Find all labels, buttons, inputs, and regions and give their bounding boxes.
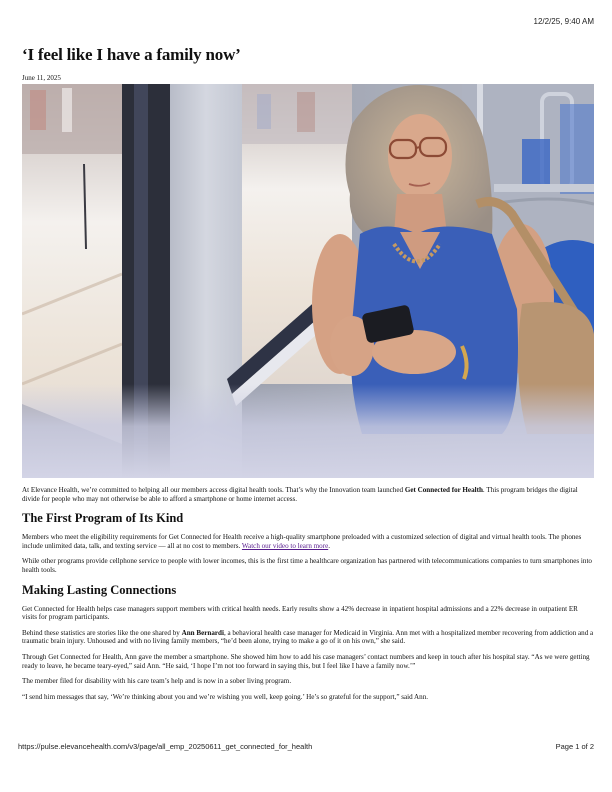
intro-paragraph bbox=[22, 486, 594, 503]
program-name: Get Connected for Health bbox=[404, 486, 483, 494]
section-2-paragraph-1: Get Connected for Health helps case managers support members with critical health needs. Early results show a 42% decrease in inpatient hospital admissions and a 22% decrease in outpatient ER visits for program participants. bbox=[22, 604, 578, 622]
section-2-paragraph-4: The member filed for disability with his care team’s help and is now in a sober living program. bbox=[22, 677, 292, 686]
section-2-p2-text-end: , a behavioral health case manager for Medicaid in Virginia. Ann met with a hospitalized member recovering from addiction and a traumatic brain injury. Unhoused and with no living family members, “he’d been alone, trying to make a go of it on his own,” she said. bbox=[22, 628, 594, 646]
page-number: Page 1 of 2 bbox=[555, 742, 594, 751]
intro-text-end: . This program bridges the digital divide for people who may not otherwise be able to afford a smartphone or home internet access. bbox=[22, 486, 578, 503]
section-2-p2-text: Behind these statistics are stories like the one shared by bbox=[22, 628, 182, 637]
page-title: ‘I feel like I have a family now’ bbox=[22, 45, 241, 64]
section-2-paragraph-3: Through Get Connected for Health, Ann gave the member a smartphone. She showed him how to add his case managers’ contact numbers and keep in touch after his hospital stay. “As we were getting ready to leave, he became teary-eyed,” said Ann. “He said, ‘I hope I’m not too forward in saying this, but I feel like I have a family now.’” bbox=[22, 652, 590, 670]
section-2-paragraph-5: “I send him messages that say, ‘We’re thinking about you and we’re wishing you well, keep going.’ He’s so grateful for the support,” said Ann. bbox=[22, 692, 429, 701]
person-name: Ann Bernardi bbox=[181, 628, 224, 637]
section-2-paragraph-2 bbox=[22, 629, 594, 646]
section-1-text: Members who meet the eligibility requirements for Get Connected for Health receive a high-quality smartphone preloaded with a customized selection of digital and virtual health tools. The phones include unlimited data, talk, and texting service — all at no cost to members. bbox=[22, 533, 582, 550]
article-body bbox=[22, 486, 594, 708]
watch-video-link[interactable]: Watch our video to learn more bbox=[241, 541, 329, 550]
hero-photo-illustration bbox=[22, 84, 594, 478]
section-1-paragraph-2: While other programs provide cellphone service to people with lower incomes, this is the first time a healthcare organization has partnered with telecommunications companies to turn smartphones into health tools. bbox=[22, 557, 592, 574]
print-timestamp: 12/2/25, 9:40 AM bbox=[533, 17, 594, 26]
page-url: https://pulse.elevancehealth.com/v3/page/all_emp_20250611_get_connected_for_health bbox=[18, 742, 313, 751]
section-heading-lasting-connections: Making Lasting Connections bbox=[22, 582, 177, 597]
publish-date: June 11, 2025 bbox=[22, 74, 61, 82]
section-1-text-end: . bbox=[328, 541, 330, 550]
section-1-paragraph-1 bbox=[22, 533, 594, 550]
print-header bbox=[534, 17, 595, 26]
hero-image bbox=[22, 84, 594, 478]
print-footer bbox=[18, 742, 594, 751]
section-heading-first-program: The First Program of Its Kind bbox=[22, 511, 184, 526]
intro-text: At Elevance Health, we’re committed to helping all our members access digital health tools. That’s why the Innovation team launched bbox=[22, 486, 405, 494]
